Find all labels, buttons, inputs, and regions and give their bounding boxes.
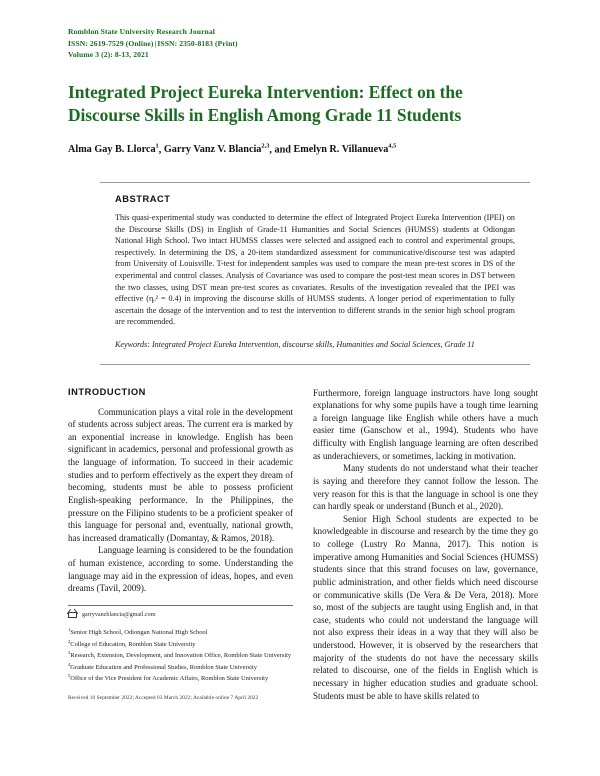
envelope-icon — [68, 612, 77, 619]
affiliation-item: $^3$Research, Extension, Development, and Innovation Office, Romblon State University — [68, 650, 292, 660]
abstract-top-rule — [100, 182, 530, 183]
journal-issn-line — [68, 38, 538, 50]
left-column-text — [68, 406, 293, 595]
journal-name: Romblon State University Research Journal — [68, 27, 215, 36]
body-columns — [68, 387, 538, 703]
affiliation-item: $^5$Office of the Vice President for Academic Affairs, Romblon State University — [68, 673, 269, 683]
author-3-affiliation-marker: 4,5 — [388, 142, 397, 150]
paragraph: Senior High School students are expected to be knowledgeable in discourse and research by the time they go to college (Lustry Ro Manna, 2017). This notion is imperative among Humanities and Social Sciences (HUMSS) students since that this strand focuses on law, governance, public administration, and other fields which need discourse or communicative skills (De Vera & De Vera, 2018). More so, most of the subjects are taught using English and, in that case, students who could not understand the language will not also express their ideas in a way that they will also be understood. However, it is observed by the researchers that majority of the students do not have the necessary skills related to discourse, one of the fields in English which is necessary in higher education studies and graduate school. Students must be able to have skills related to — [313, 513, 538, 701]
abstract-paragraph: This quasi-experimental study was conducted to determine the effect of Integrated Project Eureka Intervention (IPEI) on the Discourse Skills (DS) in English of Grade-11 Humanities and Social Sciences (HUMSS) students at Odiongan National High School. Two intact HUMSS classes were selected and assigned each to control and experimental groups, respectively. In determining the DS, a 20-item standardized assessment for communicative/discourse test was adapted from University of Louisville. T-test for independent samples was used to compare the mean pre-test scores in DS of the experimental and control classes. Analysis of Covariance was used to compare the post-test mean scores in DST between the two classes, using DST mean pre-test scores as covariates. Results of the investigation revealed that the IPEI was effective (ηₒ² = 0.4) in improving the discourse skills of HUMSS students. A longer period of experimentation to fully ascertain the dosage of the intervention and to test the intervention to different strands in the senior high school program are recommended. — [115, 213, 515, 327]
issn-print: ISSN: 2350-8183 (Print) — [157, 38, 238, 48]
issn-separator: | — [154, 38, 157, 48]
author-1: Alma Gay B. Llorca$^1$ — [68, 142, 159, 155]
abstract-keywords — [115, 339, 515, 351]
author-list: Alma Gay B. Llorca$^1$, Garry Vanz V. Blancia$^{2,3}$, and Emelyn R. Villanueva$^{4,5}$ — [68, 142, 397, 155]
affiliation-item: $^4$Graduate Education and Professional Studies, Romblon State University — [68, 661, 257, 671]
page-title: Integrated Project Eureka Intervention: Effect on the Discourse Skills in English Among Grade 11 Students — [68, 81, 463, 125]
keywords-value: Integrated Project Eureka Intervention, discourse skills, Humanities and Social Sciences, Grade 11 — [151, 339, 475, 349]
abstract-heading: ABSTRACT — [115, 194, 171, 205]
author-3: Emelyn R. Villanueva$^{4,5}$ — [293, 142, 397, 155]
footnote-divider — [68, 605, 293, 606]
journal-volume: Volume 3 (2): 8-13, 2021 — [68, 50, 149, 60]
affiliation-marker: 5 — [68, 673, 71, 679]
affiliation-marker: 1 — [68, 627, 71, 633]
affiliation-item: $^2$College of Education, Romblon State University — [68, 638, 196, 648]
affiliation-item: $^1$Senior High School, Odiongan National High School — [68, 627, 208, 637]
affiliation-list — [68, 627, 293, 684]
left-column — [68, 387, 293, 703]
right-column-text — [313, 387, 538, 703]
author-2: Garry Vanz V. Blancia$^{2,3}$ — [163, 142, 270, 155]
right-column — [313, 387, 538, 703]
issn-online: ISSN: 2619-7529 (Online) — [68, 38, 154, 48]
keywords-label: Keywords: — [115, 339, 150, 349]
received-accepted-line: Received 10 September 2022; Accepted 03 March 2022; Available online 7 April 2022 — [68, 695, 259, 702]
email-text: garryvanzblancia@gmail.com — [82, 612, 156, 619]
journal-masthead — [68, 26, 538, 61]
paragraph: Furthermore, foreign language instructors have long sought explanations for why some pupils have a tough time learning a foreign language like English while others have a much easier time (Ganschow et al., 1994). Students who have difficulty with English language learning are often described as underachievers, or sometimes, lacking in motivation. — [313, 387, 538, 461]
author-2-affiliation-marker: 2,3 — [261, 142, 270, 150]
paragraph: Many students do not understand what their teacher is saying and therefore they cannot follow the lesson. The very reason for this is that the language in school is one they can hardly speak or understand (Bunch et al., 2020). — [313, 463, 538, 512]
paragraph: Communication plays a vital role in the development of students across subject areas. The current era is marked by an exponential increase in knowledge. English has been significant in academics, personal and professional growth as the language of information. To succeed in their academic studies and to perform effectively as the expert they dream of becoming, students must be able to possess proficient English-speaking performance. In the Philippines, the pressure on the Filipino students to be a proficient speaker of this language for personal and, eventually, national growth, has increased dramatically (Domantay, & Ramos, 2018). — [68, 406, 293, 543]
section-heading-introduction: INTRODUCTION — [68, 386, 146, 397]
corresponding-author-email[interactable] — [68, 612, 293, 619]
paragraph: Language learning is considered to be the foundation of human existence, according to some. Understanding the language may aid in the expression of ideas, hopes, and even dreams (Tavil, 2009). — [68, 545, 293, 594]
author-1-affiliation-marker: 1 — [155, 142, 159, 150]
affiliation-marker: 3 — [68, 650, 71, 656]
abstract-bottom-rule — [100, 364, 530, 365]
affiliation-marker: 4 — [68, 661, 71, 667]
abstract-body — [115, 212, 515, 328]
abstract-section — [100, 182, 530, 364]
affiliation-marker: 2 — [68, 638, 71, 644]
